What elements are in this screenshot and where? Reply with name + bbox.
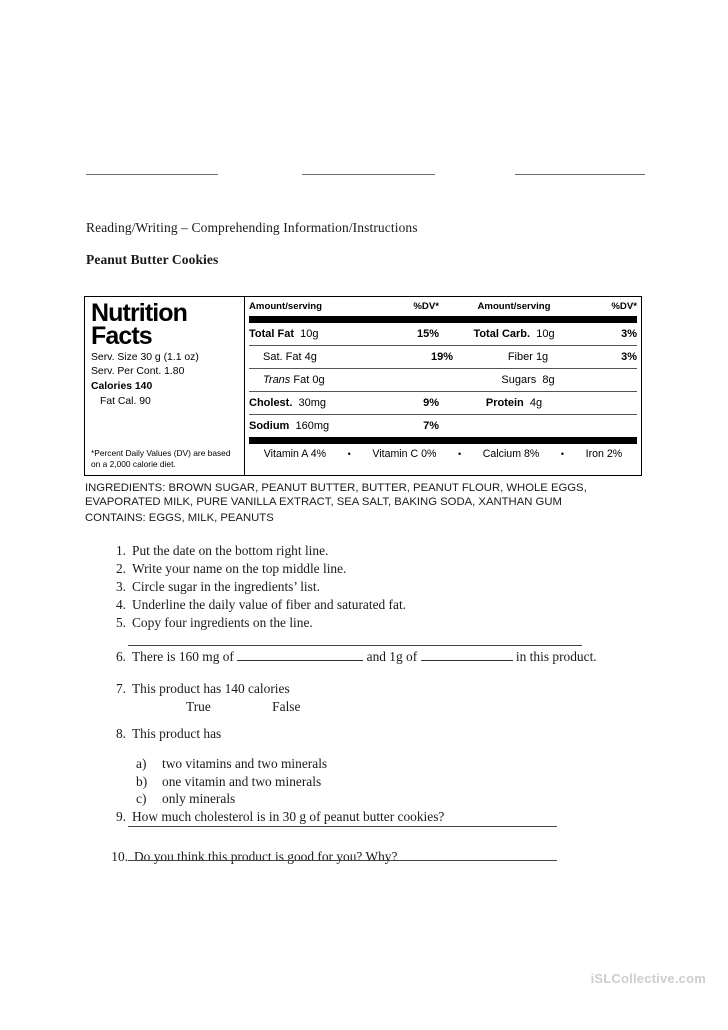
nutrition-row	[249, 346, 637, 369]
ingredients-line-2: EVAPORATED MILK, PURE VANILLA EXTRACT, SEA SALT, BAKING SODA, XANTHAN GUM	[85, 496, 562, 509]
option-b-letter: b)	[136, 773, 148, 789]
question-8-option-c[interactable]	[106, 790, 666, 808]
header-dv-left: %DV*	[413, 301, 439, 312]
answer-line-question-9[interactable]	[128, 826, 557, 827]
question-2-text: Write your name on the top middle line.	[132, 560, 347, 576]
cholesterol: Cholest. 30mg	[249, 397, 327, 409]
blank-line-left[interactable]	[86, 174, 218, 175]
saturated-fat-dv: 19%	[430, 351, 453, 363]
question-5	[106, 614, 666, 632]
sodium-dv: 7%	[423, 420, 439, 432]
serving-size: Serv. Size 30 g (1.1 oz)	[91, 351, 199, 363]
servings-per-container: Serv. Per Cont. 1.80	[91, 366, 185, 378]
question-9-number: 9.	[115, 809, 126, 825]
question-10	[106, 848, 666, 866]
nutrition-row	[249, 323, 637, 346]
answer-line-question-5[interactable]	[128, 645, 582, 646]
question-1	[106, 542, 666, 560]
nutrition-right-panel	[245, 297, 641, 475]
question-9-text: How much cholesterol is in 30 g of peanut butter cookies?	[132, 809, 445, 825]
question-10-number: 10.	[111, 849, 128, 865]
nutrition-heading-line1: Nutrition	[91, 299, 188, 327]
nutrition-bottom-rule	[249, 437, 637, 444]
fat-calories: Fat Cal. 90	[100, 395, 151, 407]
question-9	[106, 808, 666, 826]
nutrition-top-rule	[249, 316, 637, 323]
protein: Protein 4g	[485, 397, 543, 409]
option-c-text: only minerals	[162, 791, 236, 807]
vitamin-a: Vitamin A 4%	[263, 448, 327, 460]
course-subject-line: Reading/Writing – Comprehending Information/Instructions	[86, 220, 418, 235]
total-carb: Total Carb. 10g	[473, 328, 555, 340]
nutrition-row	[249, 392, 637, 415]
question-list	[106, 542, 666, 866]
question-7-choices	[106, 698, 666, 715]
question-6-part3: in this product.	[515, 648, 597, 664]
question-5-text: Copy four ingredients on the line.	[132, 614, 313, 630]
option-a-text: two vitamins and two minerals	[162, 756, 328, 772]
question-6	[106, 648, 666, 666]
question-7-false-option[interactable]: False	[272, 698, 301, 714]
question-3-number: 3.	[115, 578, 126, 594]
question-3	[106, 578, 666, 596]
header-dv-right: %DV*	[611, 301, 637, 312]
trans-fat: Trans Fat 0g	[263, 374, 325, 386]
question-7-number: 7.	[115, 680, 126, 696]
bullet-separator-icon: •	[560, 449, 565, 459]
site-watermark: iSLCollective.com	[590, 971, 706, 986]
question-4-text: Underline the daily value of fiber and saturated fat.	[132, 596, 407, 612]
option-a-letter: a)	[136, 756, 147, 772]
nutrition-facts-label	[84, 296, 642, 476]
question-8-number: 8.	[115, 726, 126, 742]
question-7-text: This product has 140 calories	[132, 680, 290, 696]
question-6-part2: and 1g of	[366, 648, 418, 664]
header-blank-lines	[0, 168, 728, 182]
question-6-number: 6.	[115, 648, 126, 664]
question-1-text: Put the date on the bottom right line.	[132, 543, 329, 558]
total-fat: Total Fat 10g	[249, 328, 319, 340]
fiber: Fiber 1g	[507, 351, 549, 363]
nutrition-heading-line2: Facts	[91, 322, 152, 351]
sugars: Sugars 8g	[501, 374, 555, 386]
contains-allergens: CONTAINS: EGGS, MILK, PEANUTS	[85, 512, 274, 524]
calcium: Calcium 8%	[482, 448, 540, 460]
question-4-number: 4.	[115, 596, 126, 612]
spacer	[106, 743, 666, 755]
ingredients-line-1: INGREDIENTS: BROWN SUGAR, PEANUT BUTTER, BUTTER, PEANUT FLOUR, WHOLE EGGS,	[85, 482, 587, 494]
question-5-number: 5.	[115, 614, 126, 630]
blank-line-right[interactable]	[515, 174, 645, 175]
question-6-blank-2[interactable]	[421, 660, 513, 661]
nutrition-row	[249, 415, 637, 437]
total-fat-dv: 15%	[416, 328, 439, 340]
question-8-option-a[interactable]	[106, 755, 666, 773]
question-6-part1: There is 160 mg of	[132, 648, 234, 664]
option-b-text: one vitamin and two minerals	[162, 773, 322, 789]
question-7	[106, 680, 666, 698]
question-3-text: Circle sugar in the ingredients’ list.	[132, 578, 320, 594]
nutrition-column-headers	[249, 297, 637, 316]
bullet-separator-icon: •	[347, 449, 351, 459]
question-7-true-option[interactable]: True	[186, 698, 211, 714]
iron: Iron 2%	[585, 448, 623, 460]
vitamin-c: Vitamin C 0%	[372, 448, 437, 460]
total-carb-dv: 3%	[621, 328, 637, 340]
ingredients-text	[85, 481, 655, 510]
calories: Calories 140	[91, 381, 153, 393]
spacer	[106, 826, 666, 848]
question-1-number: 1.	[115, 543, 126, 558]
header-amount-right: Amount/serving	[477, 301, 551, 312]
option-c-letter: c)	[136, 791, 147, 807]
daily-value-footnote: *Percent Daily Values (DV) are based on a 2,000 calorie diet.	[91, 448, 231, 469]
saturated-fat: Sat. Fat 4g	[263, 351, 317, 363]
question-6-blank-1[interactable]	[237, 660, 363, 661]
question-8-option-b[interactable]	[106, 773, 666, 791]
question-8	[106, 725, 666, 743]
question-8-text: This product has	[132, 726, 222, 742]
blank-line-middle[interactable]	[302, 174, 435, 175]
cholesterol-dv: 9%	[423, 397, 439, 409]
spacer	[106, 715, 666, 725]
page-title: Peanut Butter Cookies	[86, 252, 219, 267]
vitamins-row	[249, 444, 637, 464]
question-2-number: 2.	[115, 560, 126, 576]
bullet-separator-icon: •	[458, 449, 462, 459]
question-10-text: Do you think this product is good for you? Why?	[134, 849, 398, 865]
answer-line-question-10[interactable]	[128, 860, 557, 861]
nutrition-row	[249, 369, 637, 392]
question-4	[106, 596, 666, 614]
fiber-dv: 3%	[621, 351, 637, 363]
nutrition-left-panel	[85, 297, 245, 475]
question-2	[106, 560, 666, 578]
sodium: Sodium 160mg	[249, 420, 330, 432]
header-amount-left: Amount/serving	[249, 301, 323, 312]
nutrition-facts-heading	[91, 299, 244, 351]
spacer	[106, 666, 666, 680]
